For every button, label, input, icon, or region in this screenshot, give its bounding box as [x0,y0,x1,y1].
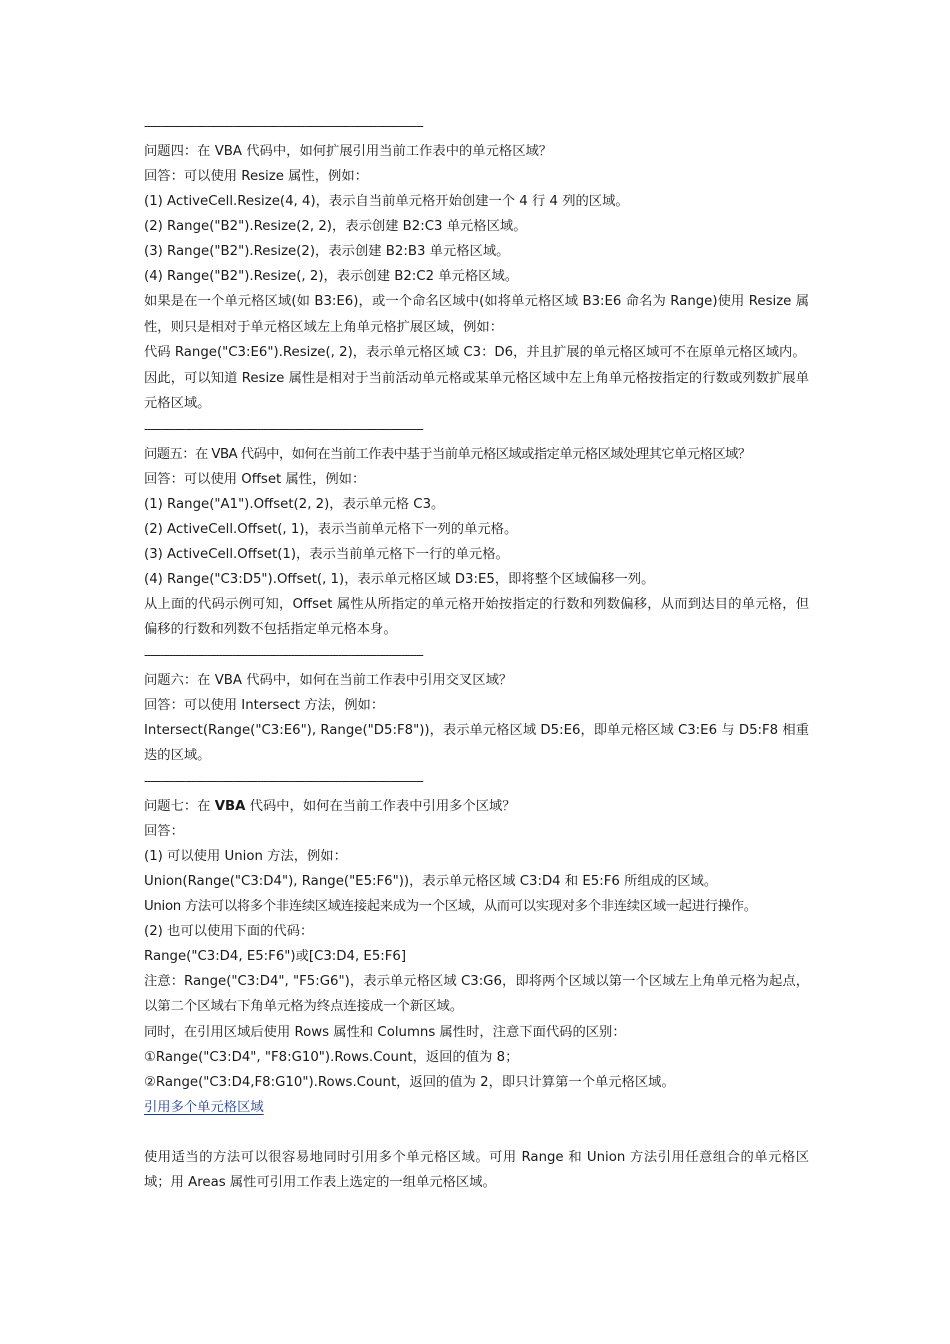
paragraph: 因此，可以知道 Resize 属性是相对于当前活动单元格或某单元格区域中左上角单元格按指定的行数或列数扩展单元格区域。 [144,370,809,411]
code-example: ①Range("C3:D4", "F8:G10").Rows.Count，返回的值为 8； [144,1049,519,1065]
paragraph: 从上面的代码示例可知，Offset 属性从所指定的单元格开始按指定的行数和列数偏移，从而到达目的单元格，但偏移的行数和列数不包括指定单元格本身。 [144,596,809,637]
question-7-bold: VBA [214,798,246,814]
reference-link[interactable]: 引用多个单元格区域 [144,1099,264,1115]
question-4: 问题四：在 VBA 代码中，如何扩展引用当前工作表中的单元格区域？ [144,144,553,159]
question-7 [144,794,809,819]
list-item: (3) Range("B2").Resize(2)，表示创建 B2:B3 单元格区域。 [144,244,510,259]
code-example: Union(Range("C3:D4"), Range("E5:F6"))，表示单元格区域 C3:D4 和 E5:F6 所组成的区域。 [144,873,718,889]
answer-7: 回答： [144,823,184,839]
code-example: Range("C3:D4, E5:F6")或[C3:D4, E5:F6] [144,948,407,964]
answer-6: 回答：可以使用 Intersect 方法，例如： [144,697,385,713]
list-item: (2) 也可以使用下面的代码： [144,923,314,939]
separator: ----------------------------------------------------------------------------------------- [144,421,423,436]
question-6: 问题六：在 VBA 代码中，如何在当前工作表中引用交叉区域？ [144,672,513,688]
question-7-suffix: 代码中，如何在当前工作表中引用多个区域？ [245,798,516,814]
document-body [144,114,809,1196]
spacer [144,1120,809,1145]
list-item: (1) ActiveCell.Resize(4, 4)，表示自当前单元格开始创建一个 4 行 4 列的区域。 [144,194,629,209]
paragraph: 如果是在一个单元格区域(如 B3:E6)，或一个命名区域中(如将单元格区域 B3:E6 命名为 Range)使用 Resize 属性，则只是相对于单元格区域左上角单元格扩展区域，例如： [144,294,809,335]
list-item: (4) Range("C3:D5").Offset(, 1)，表示单元格区域 D3:E5，即将整个区域偏移一列。 [144,571,655,587]
paragraph: Union 方法可以将多个非连续区域连接起来成为一个区域，从而可以实现对多个非连续区域一起进行操作。 [144,898,757,914]
code-example: ②Range("C3:D4,F8:G10").Rows.Count，返回的值为 2，即只计算第一个单元格区域。 [144,1074,675,1090]
list-item: (1) 可以使用 Union 方法，例如： [144,848,347,864]
list-item: (2) Range("B2").Resize(2, 2)，表示创建 B2:C3 单元格区域。 [144,219,527,234]
separator: ----------------------------------------------------------------------------------------- [144,647,423,662]
paragraph: 代码 Range("C3:E6").Resize(, 2)，表示单元格区域 C3：D6，并且扩展的单元格区域可不在原单元格区域内。 [144,345,806,360]
paragraph: Intersect(Range("C3:E6"), Range("D5:F8"))，表示单元格区域 D5:E6，即单元格区域 C3:E6 与 D5:F8 相重迭的区域。 [144,722,809,763]
separator: ----------------------------------------------------------------------------------------- [144,773,423,788]
paragraph: 使用适当的方法可以很容易地同时引用多个单元格区域。可用 Range 和 Union 方法引用任意组合的单元格区域；用 Areas 属性可引用工作表上选定的一组单元格区域。 [144,1149,809,1190]
list-item: (1) Range("A1").Offset(2, 2)，表示单元格 C3。 [144,496,445,512]
separator: ----------------------------------------------------------------------------------------- [144,119,423,133]
answer-5: 回答：可以使用 Offset 属性，例如： [144,471,366,487]
question-5: 问题五：在 VBA 代码中，如何在当前工作表中基于当前单元格区域或指定单元格区域处理其它单元格区域？ [144,446,751,462]
question-7-prefix: 问题七：在 [144,798,215,814]
answer-4: 回答：可以使用 Resize 属性，例如： [144,169,368,184]
list-item: (3) ActiveCell.Offset(1)，表示当前单元格下一行的单元格。 [144,546,509,562]
note-paragraph: 注意：Range("C3:D4", "F5:G6")，表示单元格区域 C3:G6，即将两个区域以第一个区域左上角单元格为起点，以第二个区域右下角单元格为终点连接成一个新区域。 [144,973,809,1014]
paragraph: 同时，在引用区域后使用 Rows 属性和 Columns 属性时，注意下面代码的区别： [144,1024,626,1040]
list-item: (2) ActiveCell.Offset(, 1)，表示当前单元格下一列的单元格。 [144,521,518,537]
list-item: (4) Range("B2").Resize(, 2)，表示创建 B2:C2 单元格区域。 [144,269,519,284]
